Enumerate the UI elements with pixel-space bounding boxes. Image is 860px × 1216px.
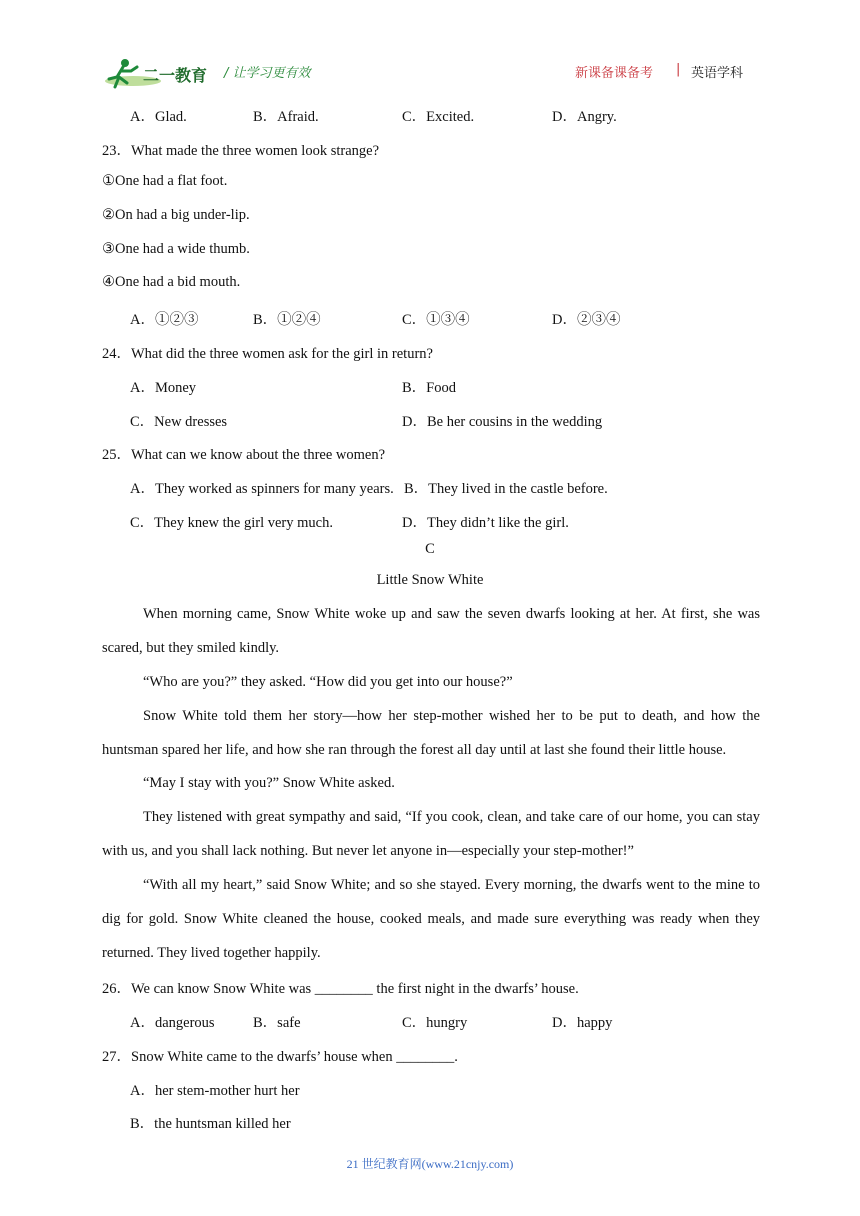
header-separator: | — [676, 62, 681, 77]
course-label: 新课备课备考 — [575, 66, 654, 81]
q22-option-d: D．Angry. — [552, 109, 617, 125]
q22-option-c: C．Excited. — [402, 109, 475, 125]
q23-stem: 23．What made the three women look strange? — [102, 143, 380, 159]
svg-text:二一教育: 二一教育 — [143, 66, 208, 85]
passage-paragraph: Snow White told them her story—how her step-mother wished her to be put to death, and how the huntsman spared her life, and how she ran through the forest all day until at last she found their little house. — [102, 708, 760, 758]
slogan: / 让学习更有效 — [224, 66, 311, 81]
runner-icon — [103, 57, 211, 89]
passage-paragraph: They listened with great sympathy and said, “If you cook, clean, and take care of our home, you can stay with us, and you shall lack nothing. But never let anyone in—especially your step-mother!” — [102, 809, 760, 859]
passage-title: Little Snow White — [376, 572, 484, 588]
q25-option-b: B．They lived in the castle before. — [404, 481, 608, 497]
section-letter: C — [425, 541, 435, 557]
footer-source: 21 世纪教育网(www.21cnjy.com) — [346, 1157, 514, 1171]
passage-paragraph: “Who are you?” they asked. “How did you get into our house?” — [143, 674, 513, 690]
q24-option-d: D．Be her cousins in the wedding — [402, 414, 603, 430]
q23-item-2: ②On had a big under-lip. — [102, 207, 250, 223]
q27-stem: 27．Snow White came to the dwarfs’ house when ________. — [102, 1049, 458, 1065]
q24-option-c: C．New dresses — [130, 414, 228, 430]
q24-stem: 24．What did the three women ask for the girl in return? — [102, 346, 433, 362]
q26-stem: 26．We can know Snow White was ________ the first night in the dwarfs’ house. — [102, 981, 579, 997]
q26-option-b: B．safe — [253, 1015, 301, 1031]
q26-option-a: A．dangerous — [130, 1015, 215, 1031]
passage-paragraph: When morning came, Snow White woke up and saw the seven dwarfs looking at her. At first, she was scared, but they smiled kindly. — [102, 606, 760, 656]
q23-option-c: C．①③④ — [402, 312, 470, 328]
q26-option-c: C．hungry — [402, 1015, 468, 1031]
q25-option-c: C．They knew the girl very much. — [130, 515, 333, 531]
q24-option-b: B．Food — [402, 380, 456, 396]
passage-paragraph: “May I stay with you?” Snow White asked. — [143, 775, 395, 791]
q23-item-4: ④One had a bid mouth. — [102, 274, 241, 290]
q25-option-a: A．They worked as spinners for many years. — [130, 481, 394, 497]
q23-option-b: B．①②④ — [253, 312, 321, 328]
q25-option-d: D．They didn’t like the girl. — [402, 515, 569, 531]
q27-option-b: B．the huntsman killed her — [130, 1116, 291, 1132]
q26-option-d: D．happy — [552, 1015, 613, 1031]
q22-option-b: B．Afraid. — [253, 109, 319, 125]
subject-label: 英语学科 — [691, 66, 744, 81]
q24-option-a: A．Money — [130, 380, 197, 396]
q25-stem: 25．What can we know about the three women? — [102, 447, 386, 463]
q23-item-3: ③One had a wide thumb. — [102, 241, 250, 257]
q22-option-a: A．Glad. — [130, 109, 187, 125]
q23-item-1: ①One had a flat foot. — [102, 173, 228, 189]
q23-option-a: A．①②③ — [130, 312, 199, 328]
q27-option-a: A．her stem-mother hurt her — [130, 1083, 300, 1099]
brand-logo — [103, 57, 211, 89]
passage-paragraph: “With all my heart,” said Snow White; and so she stayed. Every morning, the dwarfs went to the mine to dig for gold. Snow White cleaned the house, cooked meals, and made sure everything was ready when they returned. They lived together happily. — [102, 877, 760, 961]
q23-option-d: D．②③④ — [552, 312, 621, 328]
